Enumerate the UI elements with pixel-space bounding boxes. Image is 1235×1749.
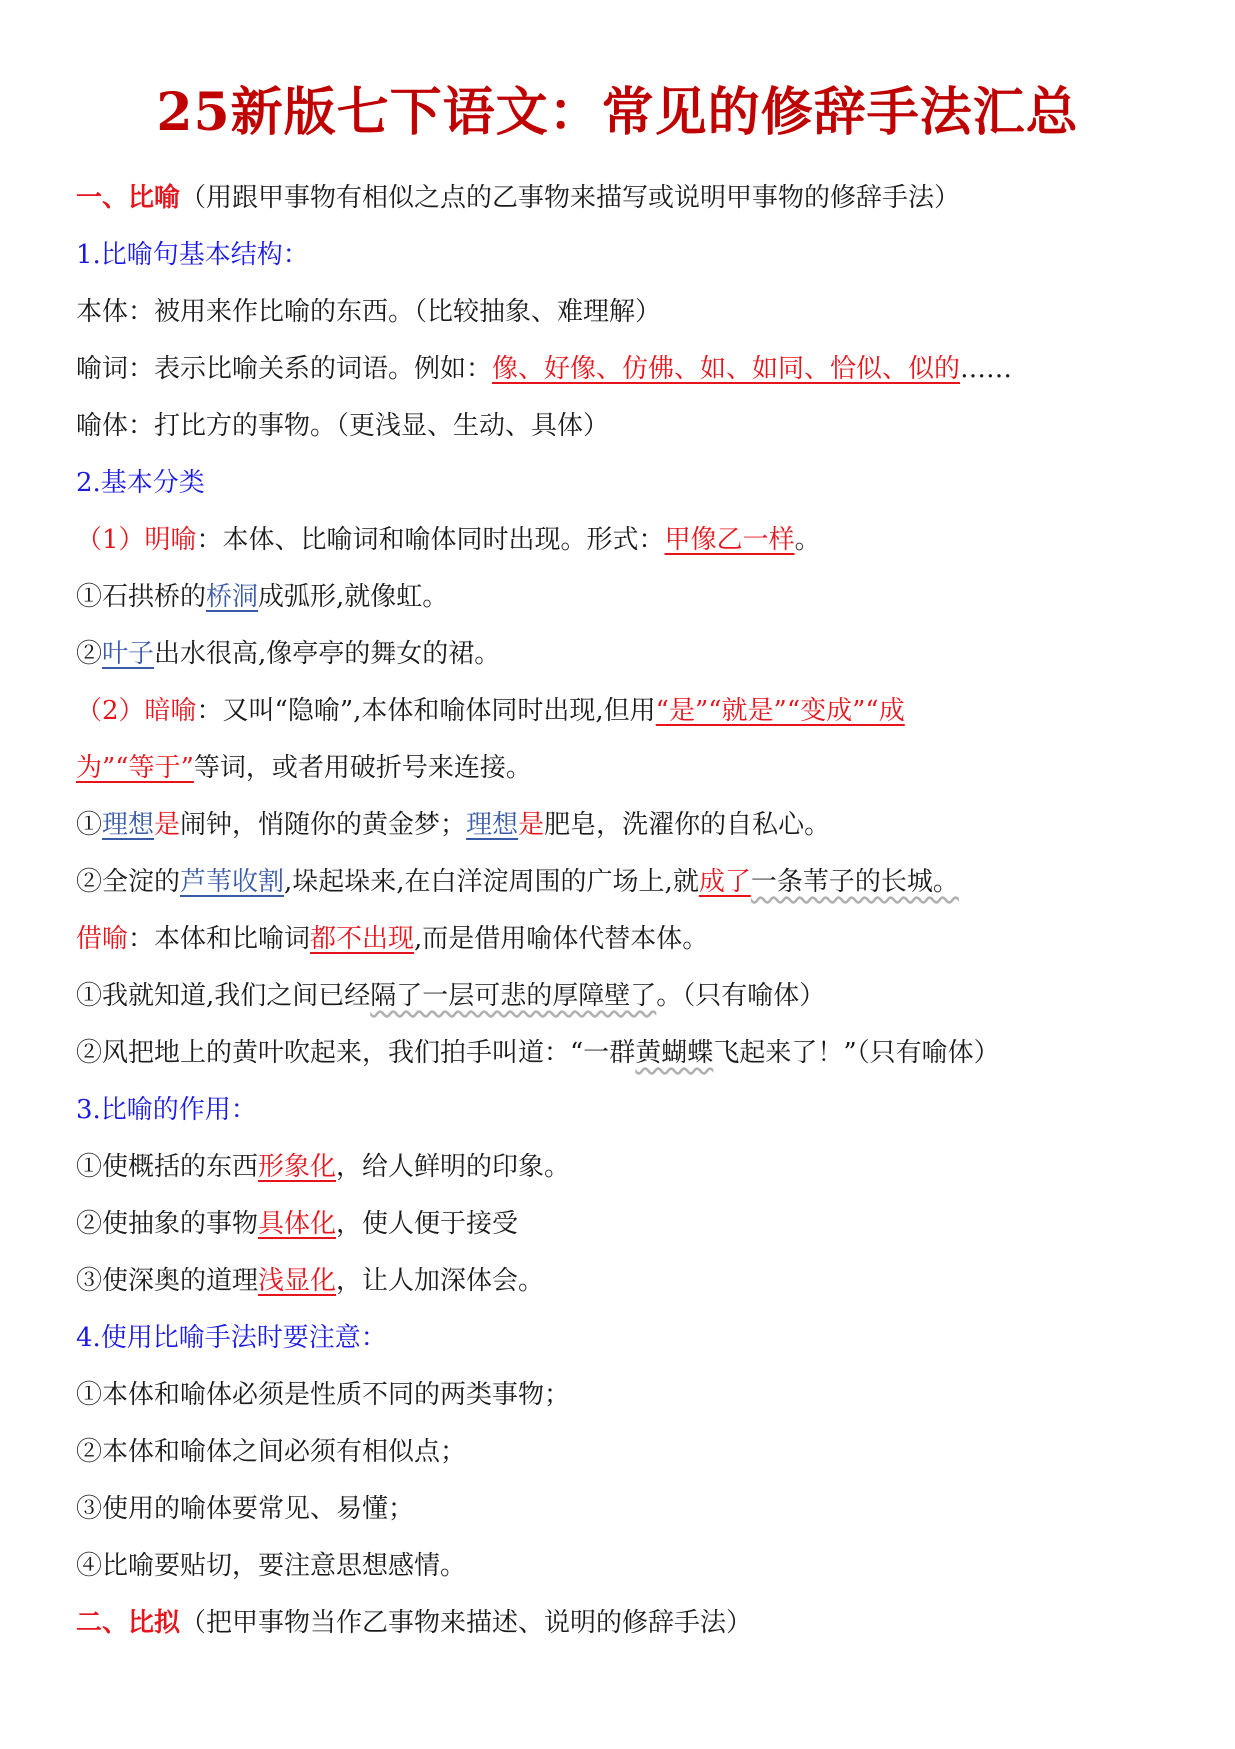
highlight-benti: 理想 [466,810,519,840]
paragraph-yuci: 喻词：表示比喻关系的词语。例如：像、好像、仿佛、如、如同、恰似、似的…… [76,354,1013,384]
highlight-yuti: 隔了一层可悲的厚障壁了 [370,981,657,1011]
function-item-3: ③使深奥的道理浅显化，让人加深体会。 [76,1266,545,1296]
example-jieyu-2: ②风把地上的黄叶吹起来，我们拍手叫道：“一群黄蝴蝶飞起来了！”（只有喻体） [76,1038,1000,1068]
example-mingyu-2: ②叶子出水很高,像亭亭的舞女的裙。 [76,639,501,669]
section-heading-personification [76,1595,1166,1652]
section-title: 一、比喻 [76,183,181,213]
highlight-yuti: 黄蝴蝶 [635,1038,714,1068]
highlight-words: 都不出现 [310,924,415,954]
highlight-benti: 叶子 [102,639,155,669]
section-title: 二、比拟 [76,1608,181,1638]
subheading-function: 3.比喻的作用： [76,1095,257,1125]
highlight-yuci: 是 [154,810,181,840]
highlight-yuci: 是 [518,810,545,840]
example-mingyu-1: ①石拱桥的桥洞成弧形,就像虹。 [76,582,449,612]
example-jieyu-1: ①我就知道,我们之间已经隔了一层可悲的厚障壁了。（只有喻体） [76,981,826,1011]
paragraph-mingyu: （1）明喻：本体、比喻词和喻体同时出现。形式：甲像乙一样。 [76,525,821,555]
function-item-2: ②使抽象的事物具体化，使人便于接受 [76,1209,519,1239]
note-item-1: ①本体和喻体必须是性质不同的两类事物； [76,1380,571,1410]
highlight-words: 为”“等于” [76,753,194,783]
highlight-words: 浅显化 [258,1266,337,1296]
page-title: 25新版七下语文：常见的修辞手法汇总 [156,82,1079,143]
subheading-structure: 1.比喻句基本结构： [76,240,309,270]
highlight-words: 具体化 [258,1209,337,1239]
subheading-classification: 2.基本分类 [76,468,205,498]
highlight-benti: 理想 [102,810,155,840]
term-label: 借喻 [76,924,129,954]
highlight-yuti: 一条苇子的长城。 [750,867,959,897]
section-description: （用跟甲事物有相似之点的乙事物来描写或说明甲事物的修辞手法） [180,183,961,213]
paragraph-anyu: （2）暗喻：又叫“隐喻”,本体和喻体同时出现,但用“是”“就是”“变成”“成 [76,696,905,726]
term-label: （1）明喻 [76,525,197,555]
example-anyu-2: ②全淀的芦苇收割,垛起垛来,在白洋淀周围的广场上,就成了一条苇子的长城。 [76,867,959,897]
note-item-3: ③使用的喻体要常见、易懂； [76,1494,415,1524]
subheading-notes: 4.使用比喻手法时要注意： [76,1323,387,1353]
section-description: （把甲事物当作乙事物来描述、说明的修辞手法） [180,1608,753,1638]
document-body [76,170,1166,1652]
paragraph-jieyu: 借喻：本体和比喻词都不出现,而是借用喻体代替本体。 [76,924,709,954]
highlight-words: 形象化 [258,1152,337,1182]
highlight-words: “是”“就是”“变成”“成 [655,696,905,726]
note-item-4: ④比喻要贴切，要注意思想感情。 [76,1551,467,1581]
note-item-2: ②本体和喻体之间必须有相似点； [76,1437,467,1467]
paragraph-anyu-cont: 为”“等于”等词，或者用破折号来连接。 [76,753,532,783]
highlight-benti: 芦苇收割 [180,867,285,897]
highlight-words: 甲像乙一样 [664,525,795,555]
highlight-words: 像、好像、仿佛、如、如同、恰似、似的 [492,354,961,384]
highlight-benti: 桥洞 [206,582,259,612]
section-heading-metaphor [76,170,1166,227]
term-label: （2）暗喻 [76,696,197,726]
function-item-1: ①使概括的东西形象化，给人鲜明的印象。 [76,1152,571,1182]
paragraph-benti: 本体：被用来作比喻的东西。（比较抽象、难理解） [76,297,662,327]
paragraph-yuti: 喻体：打比方的事物。（更浅显、生动、具体） [76,411,610,441]
example-anyu-1: ①理想是闹钟，悄随你的黄金梦；理想是肥皂，洗濯你的自私心。 [76,810,831,840]
highlight-yuci: 成了 [698,867,751,897]
